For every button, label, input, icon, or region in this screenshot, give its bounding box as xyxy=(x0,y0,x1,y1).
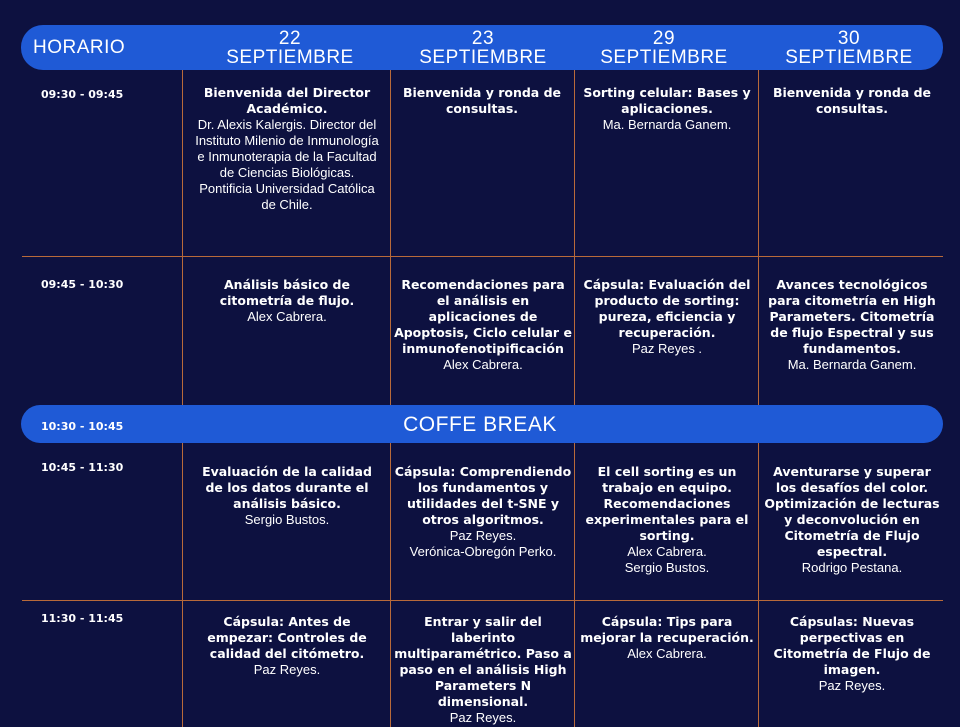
session-cell xyxy=(578,277,756,357)
session-cell xyxy=(394,464,572,560)
session-cell xyxy=(394,277,572,373)
header-day-1 xyxy=(200,29,380,67)
session-speaker: Sergio Bustos. xyxy=(624,560,710,575)
session-speaker: Paz Reyes . xyxy=(631,341,703,356)
session-speaker: Verónica-Obregón Perko. xyxy=(409,544,557,559)
day-month: SEPTIEMBRE xyxy=(600,47,728,68)
day-number: 23 xyxy=(471,28,495,49)
session-speaker: Paz Reyes. xyxy=(449,710,517,725)
day-number: 29 xyxy=(652,28,676,49)
column-divider xyxy=(390,443,391,727)
header-day-4 xyxy=(759,29,939,67)
session-speaker: Ma. Bernarda Ganem. xyxy=(602,117,732,132)
session-title: El cell sorting es un trabajo en equipo. Recomendaciones experimentales para el sorting. xyxy=(585,464,749,543)
row-time: 10:45 - 11:30 xyxy=(41,461,124,474)
session-title: Aventurarse y superar los desafíos del color. Optimización de lecturas y deconvolución en Citometría de Flujo espectral. xyxy=(764,464,940,559)
session-cell xyxy=(196,464,378,528)
session-speaker: Rodrigo Pestana. xyxy=(801,560,903,575)
row-divider xyxy=(22,600,943,601)
column-divider xyxy=(182,70,183,405)
session-cell xyxy=(762,614,942,694)
session-title: Recomendaciones para el análisis en aplicaciones de Apoptosis, Ciclo celular e inmunofenotipificación xyxy=(394,277,572,356)
session-title: Evaluación de la calidad de los datos durante el análisis básico. xyxy=(202,464,372,511)
session-cell xyxy=(394,614,572,726)
session-cell xyxy=(578,614,756,662)
session-title: Bienvenida y ronda de consultas. xyxy=(772,85,932,116)
session-cell xyxy=(192,277,382,325)
column-divider xyxy=(182,443,183,727)
day-number: 22 xyxy=(278,28,302,49)
session-title: Avances tecnológicos para citometría en High Parameters. Citometría de flujo Espectral y sus fundamentos. xyxy=(768,277,936,356)
session-speaker: Paz Reyes. xyxy=(449,528,517,543)
session-title: Cápsula: Antes de empezar: Controles de calidad del citómetro. xyxy=(207,614,367,661)
session-title: Cápsula: Evaluación del producto de sorting: pureza, eficiencia y recuperación. xyxy=(583,277,751,340)
session-title: Cápsula: Comprendiendo los fundamentos y utilidades del t-SNE y otros algoritmos. xyxy=(394,464,572,527)
session-speaker: Alex Cabrera. xyxy=(443,357,523,372)
session-title: Cápsula: Tips para mejorar la recuperación. xyxy=(580,614,754,645)
session-cell xyxy=(762,85,942,117)
session-speaker: Dr. Alexis Kalergis. Director del Instituto Milenio de Inmunología e Inmunoterapia de la Facultad de Ciencias Biológicas. Pontificia Universidad Católica de Chile. xyxy=(195,117,379,212)
session-title: Entrar y salir del laberinto multiparamétrico. Paso a paso en el análisis High Parameters N dimensional. xyxy=(394,614,572,709)
break-time: 10:30 - 10:45 xyxy=(41,420,124,433)
session-title: Análisis básico de citometría de flujo. xyxy=(219,277,355,308)
session-speaker: Alex Cabrera. xyxy=(247,309,327,324)
session-speaker: Alex Cabrera. xyxy=(627,646,707,661)
session-cell xyxy=(762,464,942,576)
row-time: 09:30 - 09:45 xyxy=(41,88,124,101)
session-cell xyxy=(762,277,942,373)
session-cell xyxy=(578,85,756,133)
break-label: COFFE BREAK xyxy=(403,413,557,436)
session-speaker: Ma. Bernarda Ganem. xyxy=(787,357,917,372)
column-divider xyxy=(574,70,575,405)
day-month: SEPTIEMBRE xyxy=(785,47,913,68)
session-speaker: Paz Reyes. xyxy=(253,662,321,677)
day-number: 30 xyxy=(837,28,861,49)
session-cell xyxy=(192,85,382,213)
session-speaker: Sergio Bustos. xyxy=(244,512,330,527)
session-cell xyxy=(196,614,378,678)
column-divider xyxy=(390,70,391,405)
day-month: SEPTIEMBRE xyxy=(226,47,354,68)
column-divider xyxy=(758,70,759,405)
session-cell xyxy=(396,85,568,117)
row-time: 11:30 - 11:45 xyxy=(41,612,124,625)
column-divider xyxy=(758,443,759,727)
session-speaker: Paz Reyes. xyxy=(818,678,886,693)
header-day-2 xyxy=(393,29,573,67)
header-day-3 xyxy=(574,29,754,67)
session-title: Bienvenida del Director Académico. xyxy=(203,85,371,116)
session-title: Sorting celular: Bases y aplicaciones. xyxy=(583,85,751,116)
row-divider xyxy=(22,256,943,257)
row-time: 09:45 - 10:30 xyxy=(41,278,124,291)
day-month: SEPTIEMBRE xyxy=(419,47,547,68)
session-title: Bienvenida y ronda de consultas. xyxy=(402,85,562,116)
session-speaker: Alex Cabrera. xyxy=(627,544,707,559)
session-title: Cápsulas: Nuevas perpectivas en Citometría de Flujo de imagen. xyxy=(773,614,931,677)
header-horario: HORARIO xyxy=(33,37,126,58)
session-cell xyxy=(578,464,756,576)
column-divider xyxy=(574,443,575,727)
